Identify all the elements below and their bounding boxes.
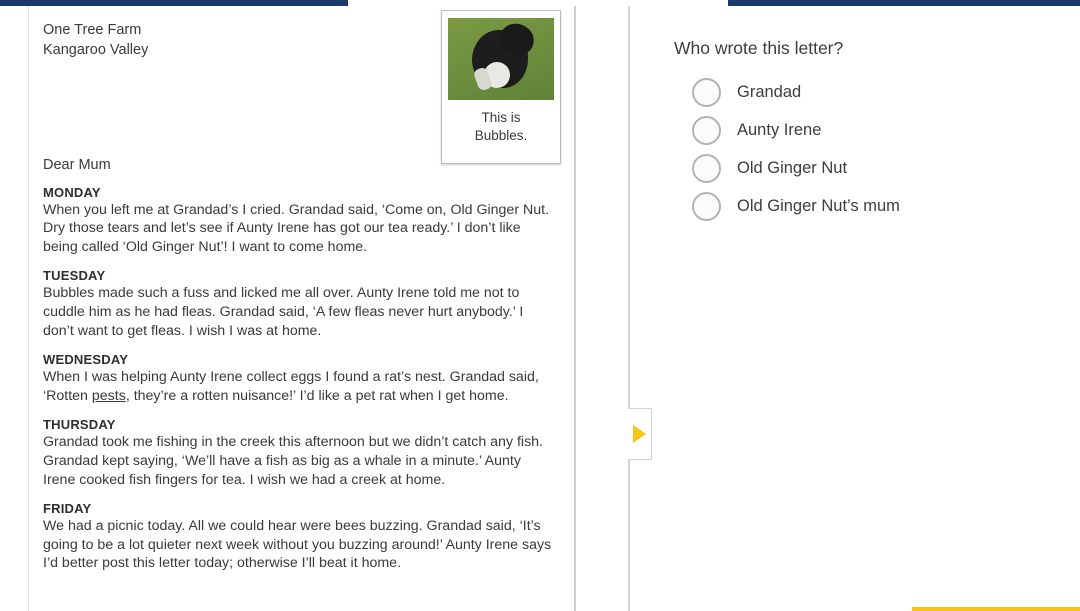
diary-entry-wednesday: [43, 352, 556, 405]
answer-option-label: Grandad: [737, 82, 802, 101]
question-panel: [628, 6, 1080, 611]
answer-option-label: Old Ginger Nut: [737, 158, 848, 177]
radio-button-icon[interactable]: [692, 78, 721, 107]
diary-day-text: [43, 368, 556, 405]
diary-day-heading: THURSDAY: [43, 417, 116, 433]
answer-option-old-ginger-nut[interactable]: [692, 149, 1060, 187]
photo-caption-line-2: Bubbles.: [474, 127, 528, 143]
radio-button-icon[interactable]: [692, 116, 721, 145]
diary-day-heading: WEDNESDAY: [43, 352, 129, 368]
dog-photo-image: [448, 18, 554, 100]
photo-caption-line-1: This is: [481, 110, 521, 125]
answer-option-grandad[interactable]: [692, 73, 1060, 111]
question-prompt: Who wrote this letter?: [674, 38, 844, 58]
letter-salutation: Dear Mum: [43, 156, 111, 173]
radio-button-icon[interactable]: [692, 154, 721, 183]
diary-text-after: , they’re a rotten nuisance!’ I’d like a pet rat when I get home.: [125, 387, 509, 404]
diary-day-heading: FRIDAY: [43, 501, 92, 517]
bottom-accent-strip: [912, 607, 1080, 611]
diary-day-text: Grandad took me fishing in the creek this afternoon but we didn’t catch any fish. Grandad kept saying, ‘We’ll have a fish as big as a whale in a minute.’ Aunty Irene cooked fish fingers for tea. I wish we had a creek at home.: [43, 434, 543, 488]
diary-entry-thursday: [43, 417, 556, 489]
underlined-word-pests: pests: [91, 387, 126, 404]
answer-option-old-ginger-nuts-mum[interactable]: [692, 187, 1060, 225]
address-line-1: One Tree Farm: [43, 22, 142, 38]
diary-day-text: Bubbles made such a fuss and licked me all over. Aunty Irene told me not to cuddle him as he had fleas. Grandad said, ‘A few fleas never hurt anybody.’ I don’t want to get fleas. I wish I was at home.: [43, 285, 524, 339]
diary-entry-tuesday: [43, 268, 556, 340]
next-arrow-icon: [633, 425, 646, 443]
diary-day-heading: MONDAY: [43, 184, 101, 200]
photo-card: [441, 10, 561, 164]
radio-button-icon[interactable]: [692, 192, 721, 221]
diary-day-heading: TUESDAY: [43, 268, 106, 284]
diary-text-before: When I was helping Aunty Irene collect eggs I found a rat’s nest. Grandad said, ‘Rotten: [43, 369, 539, 404]
address-line-2: Kangaroo Valley: [43, 42, 149, 59]
diary-day-text: When you left me at Grandad’s I cried. Grandad said, ‘Come on, Old Ginger Nut. Dry those tears and let’s see if Aunty Irene has got our tea ready.’ I don’t like being called ‘Old Ginger Nut’! I want to come home.: [43, 201, 550, 255]
diary-entry-friday: [43, 501, 556, 573]
photo-caption: [442, 109, 560, 145]
answer-option-aunty-irene[interactable]: [692, 111, 1060, 149]
answer-option-label: Old Ginger Nut’s mum: [737, 196, 900, 215]
diary-day-text: We had a picnic today. All we could hear were bees buzzing. Grandad said, ‘It’s going to be a lot quieter next week without you buzzing around!’ Aunty Irene says I’d better post this letter today; otherwise I’ll beat it home.: [43, 518, 552, 572]
answer-option-label: Aunty Irene: [737, 120, 822, 139]
next-question-button[interactable]: [628, 408, 652, 460]
diary-entry-monday: [43, 185, 556, 257]
